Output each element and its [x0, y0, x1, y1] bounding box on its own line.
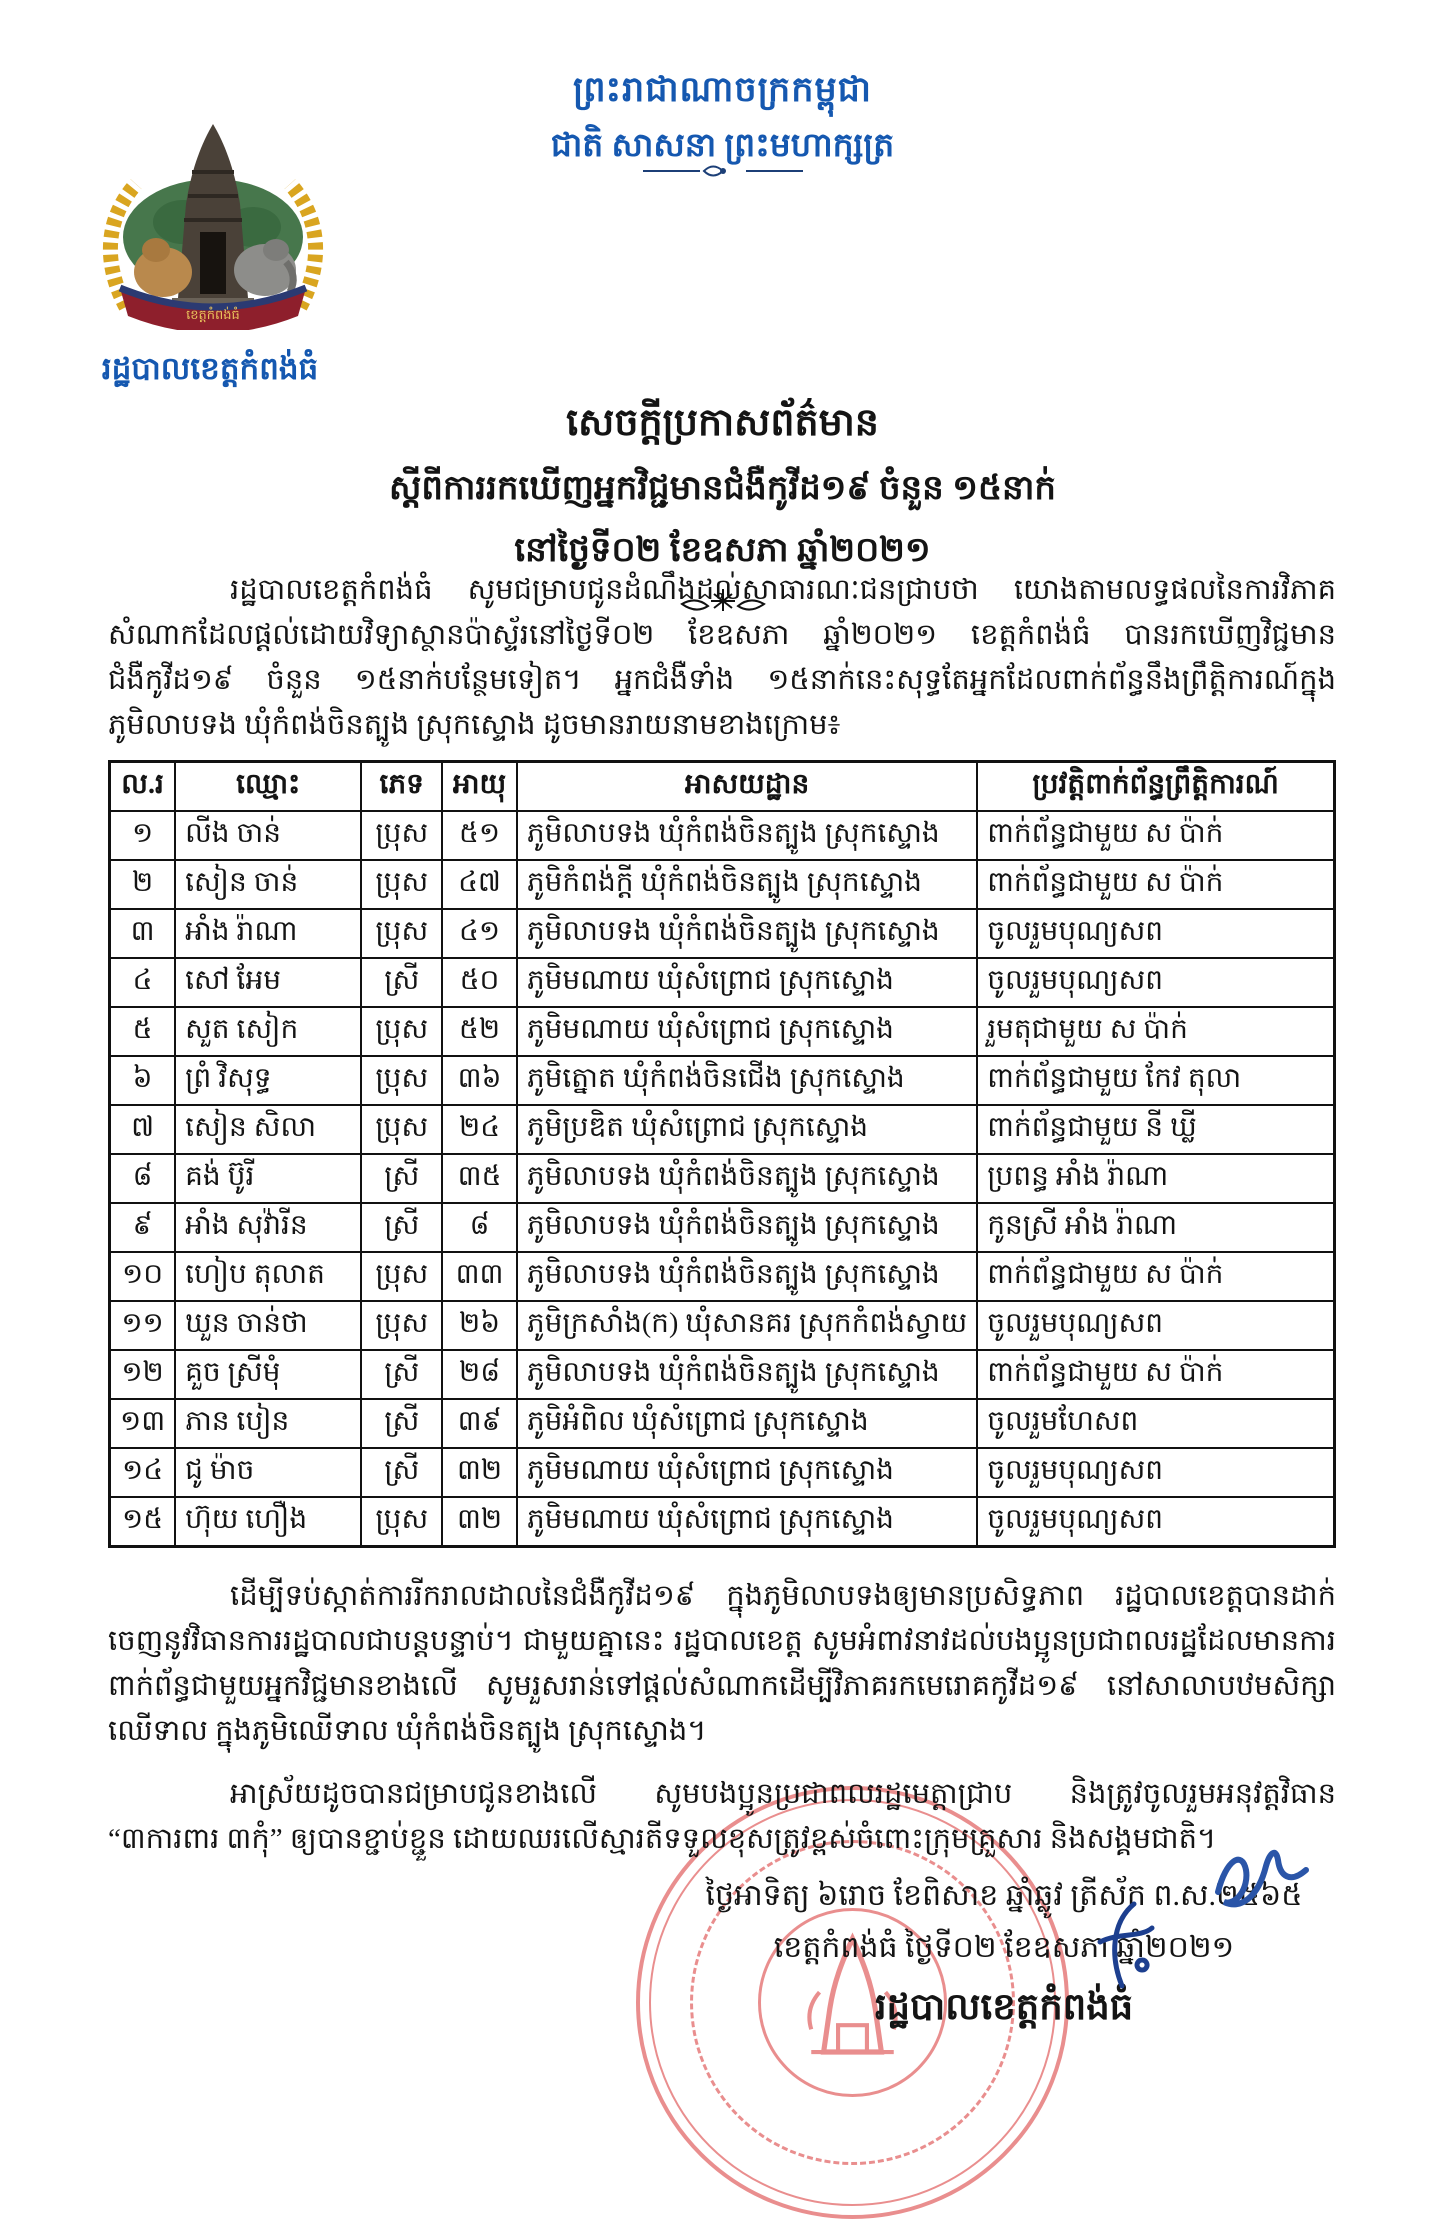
table-cell: ភូមិមណាយ ឃុំសំព្រោជ ស្រុកស្ទោង [517, 958, 977, 1007]
table-cell: ស្រី [361, 1154, 442, 1203]
table-cell: ៤ [110, 958, 176, 1007]
table-cell: ១៥ [110, 1497, 176, 1547]
table-cell: ២ [110, 860, 176, 909]
table-cell: អាំង សុវ៉ារីន [175, 1203, 361, 1252]
table-cell: ប្រុស [361, 1056, 442, 1105]
column-header: អាយុ [442, 762, 517, 812]
table-cell: ភូមិលាបទង ឃុំកំពង់ចិនត្បូង ស្រុកស្ទោង [517, 1154, 977, 1203]
table-row [110, 1301, 1335, 1350]
logo-banner-text: ខេត្តកំពង់ធំ [186, 307, 240, 322]
table-cell: ១២ [110, 1350, 176, 1399]
table-cell: ស្រី [361, 958, 442, 1007]
handwritten-signature-flourish [1082, 1898, 1167, 1998]
kingdom-title: ព្រះរាជាណាចក្រកម្ពុជា [572, 70, 872, 109]
table-cell: សួត សៀក [175, 1007, 361, 1056]
table-cell: ប្រុស [361, 1007, 442, 1056]
table-cell: ភូមិក្រសាំង(ក) ឃុំសានគរ ស្រុកកំពង់ស្វាយ [517, 1301, 977, 1350]
column-header: ភេទ [361, 762, 442, 812]
table-cell: អាំង រ៉ាណា [175, 909, 361, 958]
table-cell: ភាន បៀន [175, 1399, 361, 1448]
table-cell: ៨ [442, 1203, 517, 1252]
table-cell: ភូមិលាបទង ឃុំកំពង់ចិនត្បូង ស្រុកស្ទោង [517, 1350, 977, 1399]
table-cell: ៥២ [442, 1007, 517, 1056]
table-cell: ១ [110, 811, 176, 860]
table-cell: ប្រុស [361, 1497, 442, 1547]
table-cell: ភូមិលាបទង ឃុំកំពង់ចិនត្បូង ស្រុកស្ទោង [517, 811, 977, 860]
table-cell: ៣ [110, 909, 176, 958]
column-header: អាសយដ្ឋាន [517, 762, 977, 812]
table-cell: ចូលរួមបុណ្យសព [977, 1497, 1334, 1547]
table-cell: ៨ [110, 1154, 176, 1203]
table-cell: ៣៩ [442, 1399, 517, 1448]
table-cell: ភូមិកំពង់ក្តី ឃុំកំពង់ចិនត្បូង ស្រុកស្ទោង [517, 860, 977, 909]
table-cell: ភូមិមណាយ ឃុំសំព្រោជ ស្រុកស្ទោង [517, 1007, 977, 1056]
table-cell: ៣២ [442, 1448, 517, 1497]
table-row [110, 1203, 1335, 1252]
case-table [108, 760, 1336, 1548]
table-cell: រួមតុជាមួយ ស ប៉ាក់ [977, 1007, 1334, 1056]
table-cell: ប្រុស [361, 909, 442, 958]
announcement-title: សេចក្តីប្រកាសព័ត៌មាន [566, 402, 879, 444]
table-cell: ប្រុស [361, 1252, 442, 1301]
table-row [110, 1154, 1335, 1203]
header-row [110, 762, 1335, 812]
table-cell: ជូ ម៉ាច [175, 1448, 361, 1497]
table-cell: ភូមិមណាយ ឃុំសំព្រោជ ស្រុកស្ទោង [517, 1448, 977, 1497]
appeal-paragraph: អាស្រ័យដូចបានជម្រាបជូនខាងលើ សូមបងប្អូនប្រជាពលរដ្ឋមេត្តាជ្រាប និងត្រូវចូលរួមអនុវត្តវិធាន “៣ការពារ ៣កុំ” ឲ្យបានខ្ជាប់ខ្ជួន ដោយឈរលើស្មារតីទទួលខុសត្រូវខ្ពស់ចំពោះក្រុមគ្រួសារ និងសង្គមជាតិ។ [108, 1778, 1336, 1855]
place-and-date: ខេត្តកំពង់ធំ ថ្ងៃទី០២ ខែឧសភា ឆ្នាំ២០២១ [773, 1931, 1235, 1964]
table-cell: ស្រី [361, 1399, 442, 1448]
table-cell: ចូលរួមបុណ្យសព [977, 958, 1334, 1007]
table-cell: ភូមិប្រឌិត ឃុំសំព្រោជ ស្រុកស្ទោង [517, 1105, 977, 1154]
table-row [110, 860, 1335, 909]
table-cell: ហ៊ុយ ហឿង [175, 1497, 361, 1547]
national-motto: ជាតិ សាសនា ព្រះមហាក្សត្រ [550, 128, 895, 164]
table-cell: ភូមិលាបទង ឃុំកំពង់ចិនត្បូង ស្រុកស្ទោង [517, 1252, 977, 1301]
table-row [110, 1399, 1335, 1448]
table-cell: ភូមិមណាយ ឃុំសំព្រោជ ស្រុកស្ទោង [517, 1497, 977, 1547]
table-cell: ២៦ [442, 1301, 517, 1350]
table-cell: លីង ចាន់ [175, 811, 361, 860]
table-cell: ៥ [110, 1007, 176, 1056]
table-cell: ភូមិលាបទង ឃុំកំពង់ចិនត្បូង ស្រុកស្ទោង [517, 909, 977, 958]
announcement-subject: ស្តីពីការរកឃើញអ្នកវិជ្ជមានជំងឺកូវីដ១៩ ចំនួន ១៥នាក់ [389, 470, 1056, 507]
table-cell: សៀន ចាន់ [175, 860, 361, 909]
table-cell: កូនស្រី អាំង រ៉ាណា [977, 1203, 1334, 1252]
table-cell: ពាក់ព័ន្ធជាមួយ ស ប៉ាក់ [977, 1350, 1334, 1399]
table-cell: ចូលរួមបុណ្យសព [977, 1448, 1334, 1497]
table-cell: ៣៥ [442, 1154, 517, 1203]
table-cell: ស្រី [361, 1203, 442, 1252]
table-cell: ២៨ [442, 1350, 517, 1399]
column-header: ល.រ [110, 762, 176, 812]
table-row [110, 1252, 1335, 1301]
lunar-date: ថ្ងៃអាទិត្យ ៦រោច ខែពិសាខ ឆ្នាំឆ្លូវ ត្រីស័ក ព.ស.២៥៦៥ [705, 1879, 1303, 1912]
table-row [110, 909, 1335, 958]
table-cell: ពាក់ព័ន្ធជាមួយ ស ប៉ាក់ [977, 811, 1334, 860]
table-cell: ភូមិលាបទង ឃុំកំពង់ចិនត្បូង ស្រុកស្ទោង [517, 1203, 977, 1252]
table-row [110, 1497, 1335, 1547]
table-cell: ៣៣ [442, 1252, 517, 1301]
table-row [110, 958, 1335, 1007]
signing-authority: រដ្ឋបាលខេត្តកំពង់ធំ [874, 1987, 1134, 2028]
case-table-body [110, 811, 1335, 1547]
table-cell: ប្រុស [361, 1301, 442, 1350]
table-cell: ៦ [110, 1056, 176, 1105]
table-cell: ៣៦ [442, 1056, 517, 1105]
table-cell: គង់ ប៊ូរី [175, 1154, 361, 1203]
column-header: ប្រវត្តិពាក់ព័ន្ធព្រឹត្តិការណ៍ [977, 762, 1334, 812]
table-cell: ពាក់ព័ន្ធជាមួយ នី ឃ្លី [977, 1105, 1334, 1154]
table-cell: សៅ អែម [175, 958, 361, 1007]
table-cell: ១០ [110, 1252, 176, 1301]
table-cell: ៥១ [442, 811, 517, 860]
table-cell: ស្រី [361, 1448, 442, 1497]
table-cell: ៥០ [442, 958, 517, 1007]
table-cell: សៀន សិលា [175, 1105, 361, 1154]
table-cell: ពាក់ព័ន្ធជាមួយ កែវ តុលា [977, 1056, 1334, 1105]
column-header: ឈ្មោះ [175, 762, 361, 812]
table-row [110, 811, 1335, 860]
table-cell: ប្រុស [361, 811, 442, 860]
announcement-date: នៅថ្ងៃទី០២ ខែឧសភា ឆ្នាំ២០២១ [514, 532, 931, 569]
table-cell: ពាក់ព័ន្ធជាមួយ ស ប៉ាក់ [977, 860, 1334, 909]
table-cell: ចូលរួមបុណ្យសព [977, 1301, 1334, 1350]
handwritten-initials [1212, 1840, 1312, 1923]
table-cell: ចូលរួមហែសព [977, 1399, 1334, 1448]
table-row [110, 1350, 1335, 1399]
table-cell: ៤១ [442, 909, 517, 958]
intro-paragraph: រដ្ឋបាលខេត្តកំពង់ធំ សូមជម្រាបជូនដំណឹងដល់សាធារណៈជនជ្រាបថា យោងតាមលទ្ធផលនៃការវិភាគសំណាកដែលផ្តល់ដោយវិទ្យាស្ថានប៉ាស្ទ័រនៅថ្ងៃទី០២ ខែឧសភា ឆ្នាំ២០២១ ខេត្តកំពង់ធំ បានរកឃើញវិជ្ជមានជំងឺកូវីដ១៩ ចំនួន ១៥នាក់បន្ថែមទៀត។ អ្នកជំងឺទាំង ១៥នាក់នេះសុទ្ធតែអ្នកដែលពាក់ព័ន្ធនឹងព្រឹត្តិការណ៍ក្នុងភូមិលាបទង ឃុំកំពង់ចិនត្បូង ស្រុកស្ទោង ដូចមានរាយនាមខាងក្រោម៖ [108, 574, 1336, 741]
table-cell: ពាក់ព័ន្ធជាមួយ ស ប៉ាក់ [977, 1252, 1334, 1301]
document-body [108, 568, 1336, 2038]
table-cell: ២៤ [442, 1105, 517, 1154]
table-cell: ភូមិត្នោត ឃុំកំពង់ចិនជើង ស្រុកស្ទោង [517, 1056, 977, 1105]
table-cell: ហៀប តុលាត [175, 1252, 361, 1301]
table-cell: ៧ [110, 1105, 176, 1154]
table-cell: ឃួន ចាន់ថា [175, 1301, 361, 1350]
table-cell: ភូមិអំពិល ឃុំសំព្រោជ ស្រុកស្ទោង [517, 1399, 977, 1448]
table-cell: ៤៧ [442, 860, 517, 909]
table-row [110, 1448, 1335, 1497]
table-cell: ១១ [110, 1301, 176, 1350]
table-row [110, 1105, 1335, 1154]
table-cell: ប្រពន្ធ អាំង រ៉ាណា [977, 1154, 1334, 1203]
table-cell: ប្រុស [361, 860, 442, 909]
table-cell: ១៣ [110, 1399, 176, 1448]
province-logo [88, 112, 338, 330]
table-cell: ៩ [110, 1203, 176, 1252]
table-cell: ស្រី [361, 1350, 442, 1399]
measure-paragraph: ដើម្បីទប់ស្កាត់ការរីករាលដាលនៃជំងឺកូវីដ១៩ ក្នុងភូមិលាបទងឲ្យមានប្រសិទ្ធភាព រដ្ឋបាលខេត្តបានដាក់ចេញនូវវិធានការរដ្ឋបាលជាបន្តបន្ទាប់។ ជាមួយគ្នានេះ រដ្ឋបាលខេត្ត សូមអំពាវនាវដល់បងប្អូនប្រជាពលរដ្ឋដែលមានការពាក់ព័ន្ធជាមួយអ្នកវិជ្ជមានខាងលើ សូមរួសរាន់ទៅផ្តល់សំណាកដើម្បីវិភាគរកមេរោគកូវីដ១៩ នៅសាលាបឋមសិក្សាឈើទាល ក្នុងភូមិឈើទាល ឃុំកំពង់ចិនត្បូង ស្រុកស្ទោង។ [108, 1580, 1336, 1747]
table-row [110, 1007, 1335, 1056]
case-table-header [110, 762, 1335, 812]
table-cell: ៣២ [442, 1497, 517, 1547]
administration-name: រដ្ឋបាលខេត្តកំពង់ធំ [101, 351, 319, 386]
table-cell: ប្រុស [361, 1105, 442, 1154]
table-cell: ព្រំ វិសុទ្ធ [175, 1056, 361, 1105]
table-row [110, 1056, 1335, 1105]
table-cell: ចូលរួមបុណ្យសព [977, 909, 1334, 958]
table-cell: គួច ស្រីមុំ [175, 1350, 361, 1399]
table-cell: ១៤ [110, 1448, 176, 1497]
